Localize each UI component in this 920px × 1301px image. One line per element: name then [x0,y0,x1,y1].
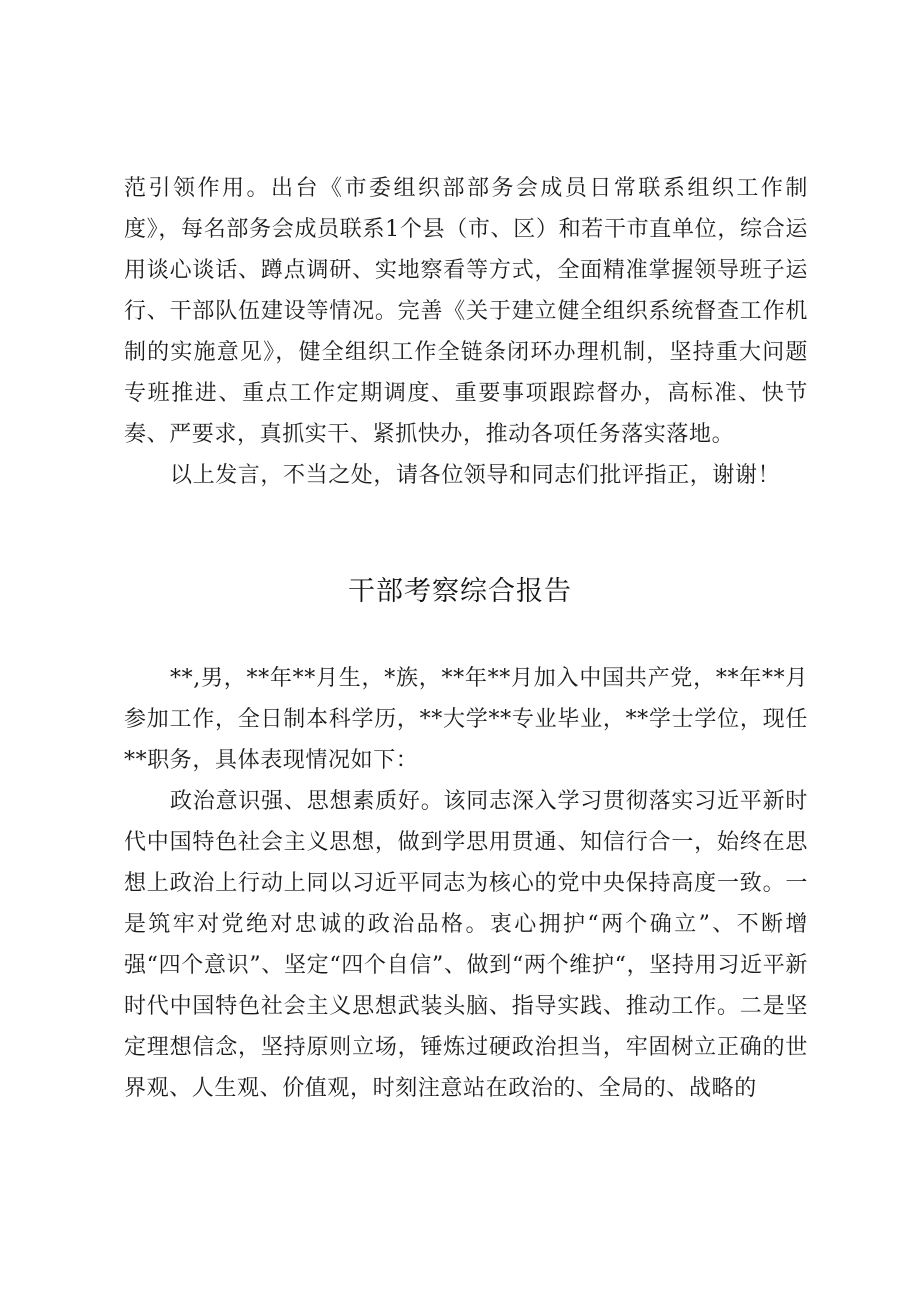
report-intro-paragraph: **,男，**年**月生，*族，**年**月加入中国共产党，**年**月参加工作，全日制本科学历，**大学**专业毕业，**学士学位，现任**职务，具体表现情况如下： [124,666,808,773]
report-title: 干部考察综合报告 [348,576,572,607]
speech-closing-paragraph: 以上发言，不当之处，请各位领导和同志们批评指正，谢谢！ [170,463,781,488]
previous-speech-section [124,168,808,496]
report-body [124,658,808,1109]
speech-continuation-paragraph: 范引领作用。出台《市委组织部部务会成员日常联系组织工作制度》，每名部务会成员联系1个县（市、区）和若干市直单位，综合运用谈心谈话、蹲点调研、实地察看等方式，全面精准掌握领导班子运行、干部队伍建设等情况。完善《关于建立健全组织系统督查工作机制的实施意见》，健全组织工作全链条闭环办理机制，坚持重大问题专班推进、重点工作定期调度、重要事项跟踪督办，高标准、快节奏、严要求，真抓实干、紧抓快办，推动各项任务落实落地。 [124,176,808,447]
report-politics-paragraph: 政治意识强、思想素质好。该同志深入学习贯彻落实习近平新时代中国特色社会主义思想，做到学思用贯通、知信行合一，始终在思想上政治上行动上同以习近平同志为核心的党中央保持高度一致。一是筑牢对党绝对忠诚的政治品格。衷心拥护“两个确立”、不断增强“四个意识”、坚定“四个自信”、做到“两个维护“，坚持用习近平新时代中国特色社会主义思想武装头脑、指导实践、推动工作。二是坚定理想信念，坚持原则立场，锤炼过硬政治担当，牢固树立正确的世界观、人生观、价值观，时刻注意站在政治的、全局的、战略的 [124,789,808,1101]
